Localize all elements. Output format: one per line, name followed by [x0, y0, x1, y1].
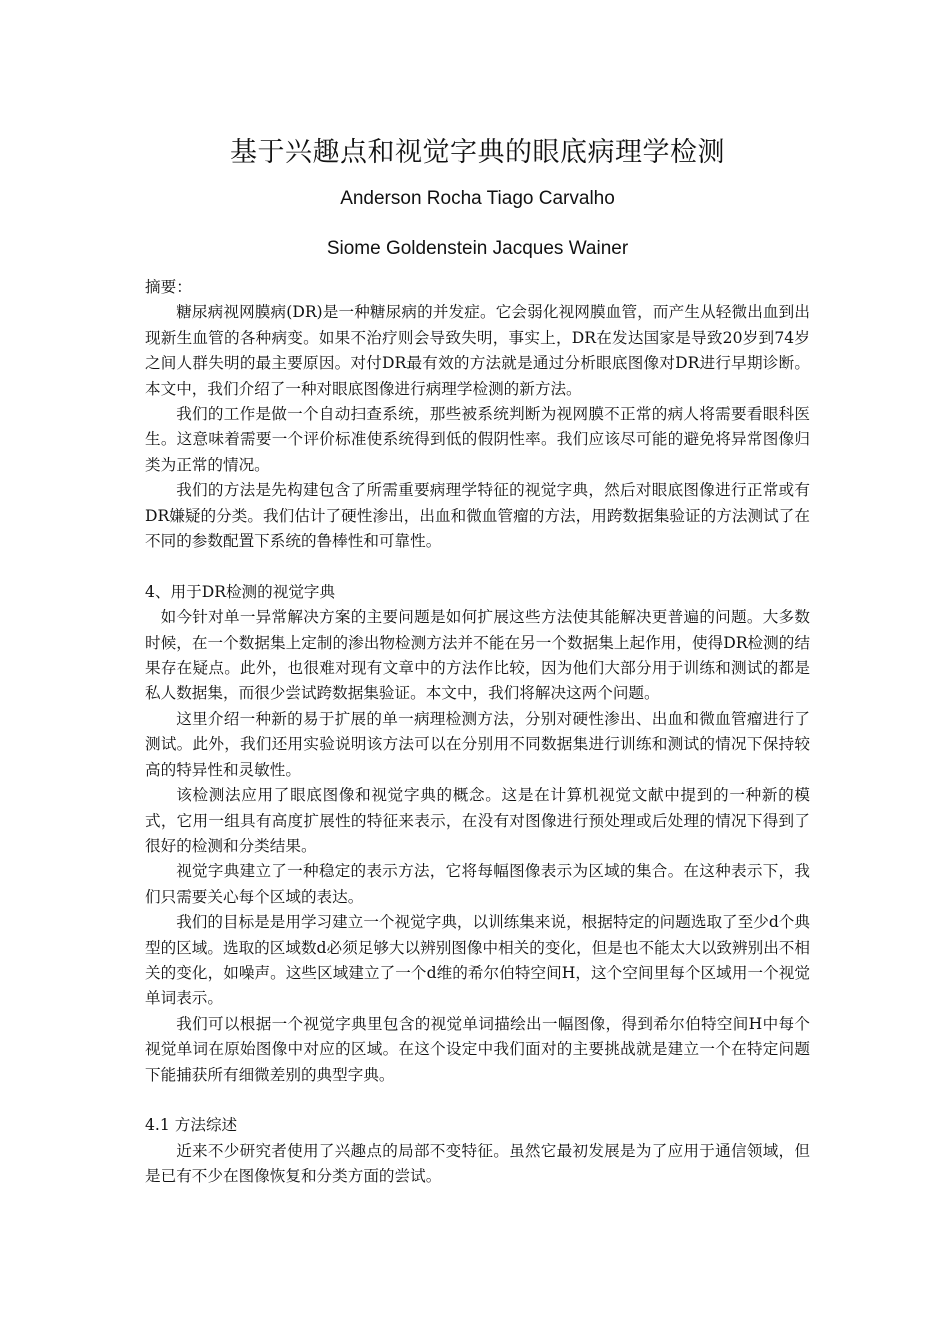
section-4-paragraph-5: 我们的目标是是用学习建立一个视觉字典，以训练集来说，根据特定的问题选取了至少d个典型的区域。选取的区域数d必须足够大以辨别图像中相关的变化，但是也不能太大以致辨别出不相关的变化，如噪声。这些区域建立了一个d维的希尔伯特空间H，这个空间里每个区域用一个视觉单词表示。: [145, 913, 810, 1008]
section-4-1-paragraph-1: 近来不少研究者使用了兴趣点的局部不变特征。虽然它最初发展是为了应用于通信领域，但是已有不少在图像恢复和分类方面的尝试。: [145, 1141, 810, 1186]
section-4-paragraph-4: 视觉字典建立了一种稳定的表示方法，它将每幅图像表示为区域的集合。在这种表示下，我们只需要关心每个区域的表达。: [145, 862, 810, 906]
document-body: [145, 275, 810, 1190]
section-4-paragraph-3: 该检测法应用了眼底图像和视觉字典的概念。这是在计算机视觉文献中提到的一种新的模式，它用一组具有高度扩展性的特征来表示，在没有对图像进行预处理或后处理的情况下得到了很好的检测和分类结果。: [145, 786, 810, 855]
author-line-1: Anderson Rocha Tiago Carvalho: [340, 188, 615, 209]
section-4-paragraph-2: 这里介绍一种新的易于扩展的单一病理检测方法，分别对硬性渗出、出血和微血管瘤进行了测试。此外，我们还用实验说明该方法可以在分别用不同数据集进行训练和测试的情况下保持较高的特异性和灵敏性。: [145, 709, 810, 779]
section-4-paragraph-6: 我们可以根据一个视觉字典里包含的视觉单词描绘出一幅图像，得到希尔伯特空间H中每个视觉单词在原始图像中对应的区域。在这个设定中我们面对的主要挑战就是建立一个在特定问题下能捕获所有细微差别的典型字典。: [145, 1014, 810, 1084]
spacer: [145, 554, 810, 579]
document-title: 基于兴趣点和视觉字典的眼底病理学检测: [230, 137, 725, 168]
section-4-paragraph-1: 如今针对单一异常解决方案的主要问题是如何扩展这些方法使其能解决更普遍的问题。大多数时候，在一个数据集上定制的渗出物检测方法并不能在另一个数据集上起作用，使得DR检测的结果存在疑点。此外，也很难对现有文章中的方法作比较，因为他们大部分用于训练和测试的都是私人数据集，而很少尝试跨数据集验证。本文中，我们将解决这两个问题。: [145, 608, 810, 703]
section-4-heading: 4、用于DR检测的视觉字典: [145, 582, 336, 601]
abstract-heading: 摘要：: [145, 278, 192, 296]
spacer: [145, 1088, 810, 1113]
abstract-paragraph-1: 糖尿病视网膜病(DR)是一种糖尿病的并发症。它会弱化视网膜血管，而产生从轻微出血到出现新生血管的各种病变。如果不治疗则会导致失明，事实上，DR在发达国家是导致20岁到74岁之间人群失明的最主要原因。对付DR最有效的方法就是通过分析眼底图像对DR进行早期诊断。本文中，我们介绍了一种对眼底图像进行病理学检测的新方法。: [145, 303, 810, 398]
author-line-2: Siome Goldenstein Jacques Wainer: [326, 238, 629, 259]
abstract-paragraph-3: 我们的方法是先构建包含了所需重要病理学特征的视觉字典，然后对眼底图像进行正常或有DR嫌疑的分类。我们估计了硬性渗出，出血和微血管瘤的方法，用跨数据集验证的方法测试了在不同的参数配置下系统的鲁棒性和可靠性。: [145, 481, 810, 551]
abstract-paragraph-2: 我们的工作是做一个自动扫查系统，那些被系统判断为视网膜不正常的病人将需要看眼科医生。这意味着需要一个评价标准使系统得到低的假阴性率。我们应该尽可能的避免将异常图像归类为正常的情况。: [145, 405, 810, 474]
section-4-1-heading: 4.1 方法综述: [145, 1116, 238, 1135]
